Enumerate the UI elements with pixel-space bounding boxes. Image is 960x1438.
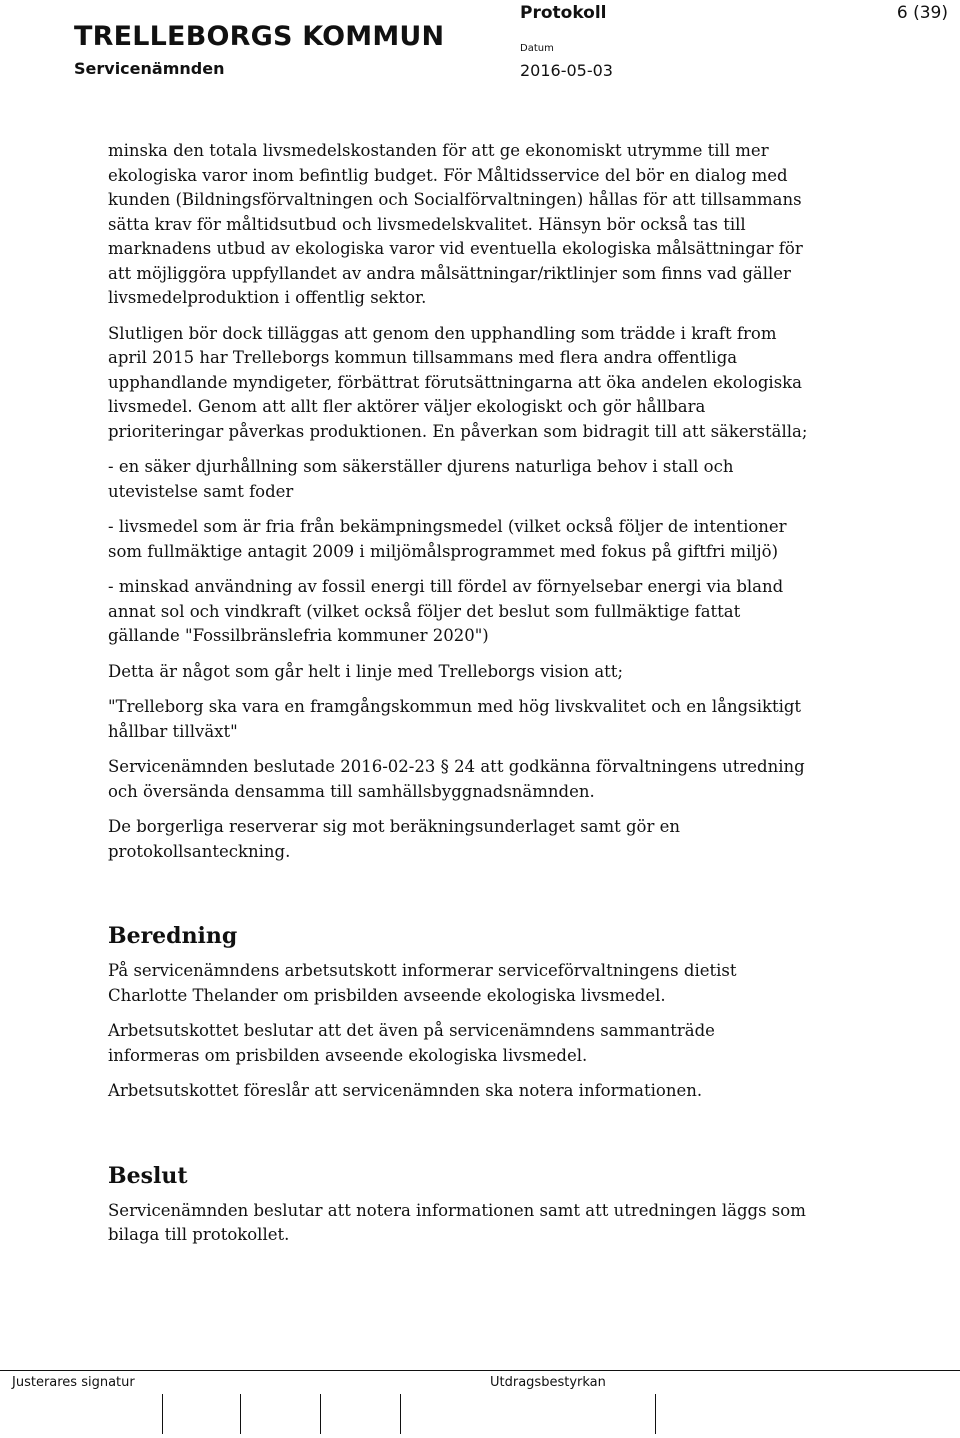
beslut-paragraph: Servicenämnden beslutar att notera informationen samt att utredningen läggs som bilaga till protokollet.	[108, 1200, 806, 1244]
document-body	[108, 139, 808, 1259]
body-paragraph-decision: Servicenämnden beslutade 2016-02-23 § 24 att godkänna förvaltningens utredning och översända densamma till samhällsbyggnadsnämnden.	[108, 757, 805, 801]
date-label: Datum	[520, 43, 554, 54]
signature-box-divider	[162, 1394, 163, 1434]
beredning-paragraph-2: Arbetsutskottet beslutar att det även på servicenämndens sammanträde informeras om prisbilden avseende ekologiska livsmedel.	[108, 1021, 715, 1065]
bullet-animal-welfare: - en säker djurhållning som säkerställer djurens naturliga behov i stall och utevistelse samt foder	[108, 457, 734, 501]
body-paragraph-2: Slutligen bör dock tilläggas att genom den upphandling som trädde i kraft from april 2015 har Trelleborgs kommun tillsammans med flera andra offentliga upphandlande myndigeter, förbättrat förutsättningarna att öka andelen ekologiska livsmedel. Genom att allt fler aktörer väljer ekologiskt och gör hållbara prioriteringar påverkas produktionen. En påverkan som bidragit till att säkerställa;	[108, 323, 808, 441]
footer-extract-label: Utdragsbestyrkan	[490, 1375, 606, 1390]
department-name: Servicenämnden	[74, 59, 225, 78]
page-number: 6 (39)	[896, 3, 948, 23]
body-paragraph-reservation: De borgerliga reserverar sig mot beräkningsunderlaget samt gör en protokollsanteckning.	[108, 817, 680, 861]
body-paragraph-vision: Detta är något som går helt i linje med Trelleborgs vision att;	[108, 661, 623, 681]
beredning-paragraph-1: På servicenämndens arbetsutskott informerar serviceförvaltningens dietist Charlotte Thelander om prisbilden avseende ekologiska livsmedel.	[108, 961, 737, 1005]
signature-box-divider	[655, 1394, 656, 1434]
org-name: TRELLEBORGS KOMMUN	[74, 21, 445, 52]
bullet-pesticide-free: - livsmedel som är fria från bekämpningsmedel (vilket också följer de intentioner som fullmäktige antagit 2009 i miljömålsprogrammet med fokus på giftfri miljö)	[108, 517, 787, 561]
signature-box-divider	[320, 1394, 321, 1434]
body-paragraph-1: minska den totala livsmedelskostanden för att ge ekonomiskt utrymme till mer ekologiska varor inom befintlig budget. För Måltidsservice del bör en dialog med kunden (Bildningsförvaltningen och Socialförvaltningen) hållas för att tillsammans sätta krav för måltidsutbud och livsmedelskvalitet. Hänsyn bör också tas till marknadens utbud av ekologiska varor vid eventuella ekologiska målsättningar för att möjliggöra uppfyllandet av andra målsättningar/riktlinjer som finns vad gäller livsmedelproduktion i offentlig sektor.	[108, 141, 803, 307]
signature-box-divider	[400, 1394, 401, 1434]
beredning-paragraph-3: Arbetsutskottet föreslår att servicenämnden ska notera informationen.	[108, 1081, 703, 1100]
footer-signature-label: Justerares signatur	[12, 1375, 135, 1390]
signature-box-divider	[240, 1394, 241, 1434]
date-value: 2016-05-03	[520, 61, 613, 80]
doc-type: Protokoll	[520, 3, 607, 23]
bullet-fossil-energy: - minskad användning av fossil energi till fördel av förnyelsebar energi via bland annat sol och vindkraft (vilket också följer det beslut som fullmäktige fattat gällande "Fossilbränslefria kommuner 2020")	[108, 577, 784, 645]
vision-quote: "Trelleborg ska vara en framgångskommun med hög livskvalitet och en långsiktigt hållbar tillväxt"	[108, 697, 802, 741]
heading-beslut: Beslut	[108, 1162, 188, 1189]
heading-beredning: Beredning	[108, 923, 238, 949]
footer-divider	[0, 1370, 960, 1371]
